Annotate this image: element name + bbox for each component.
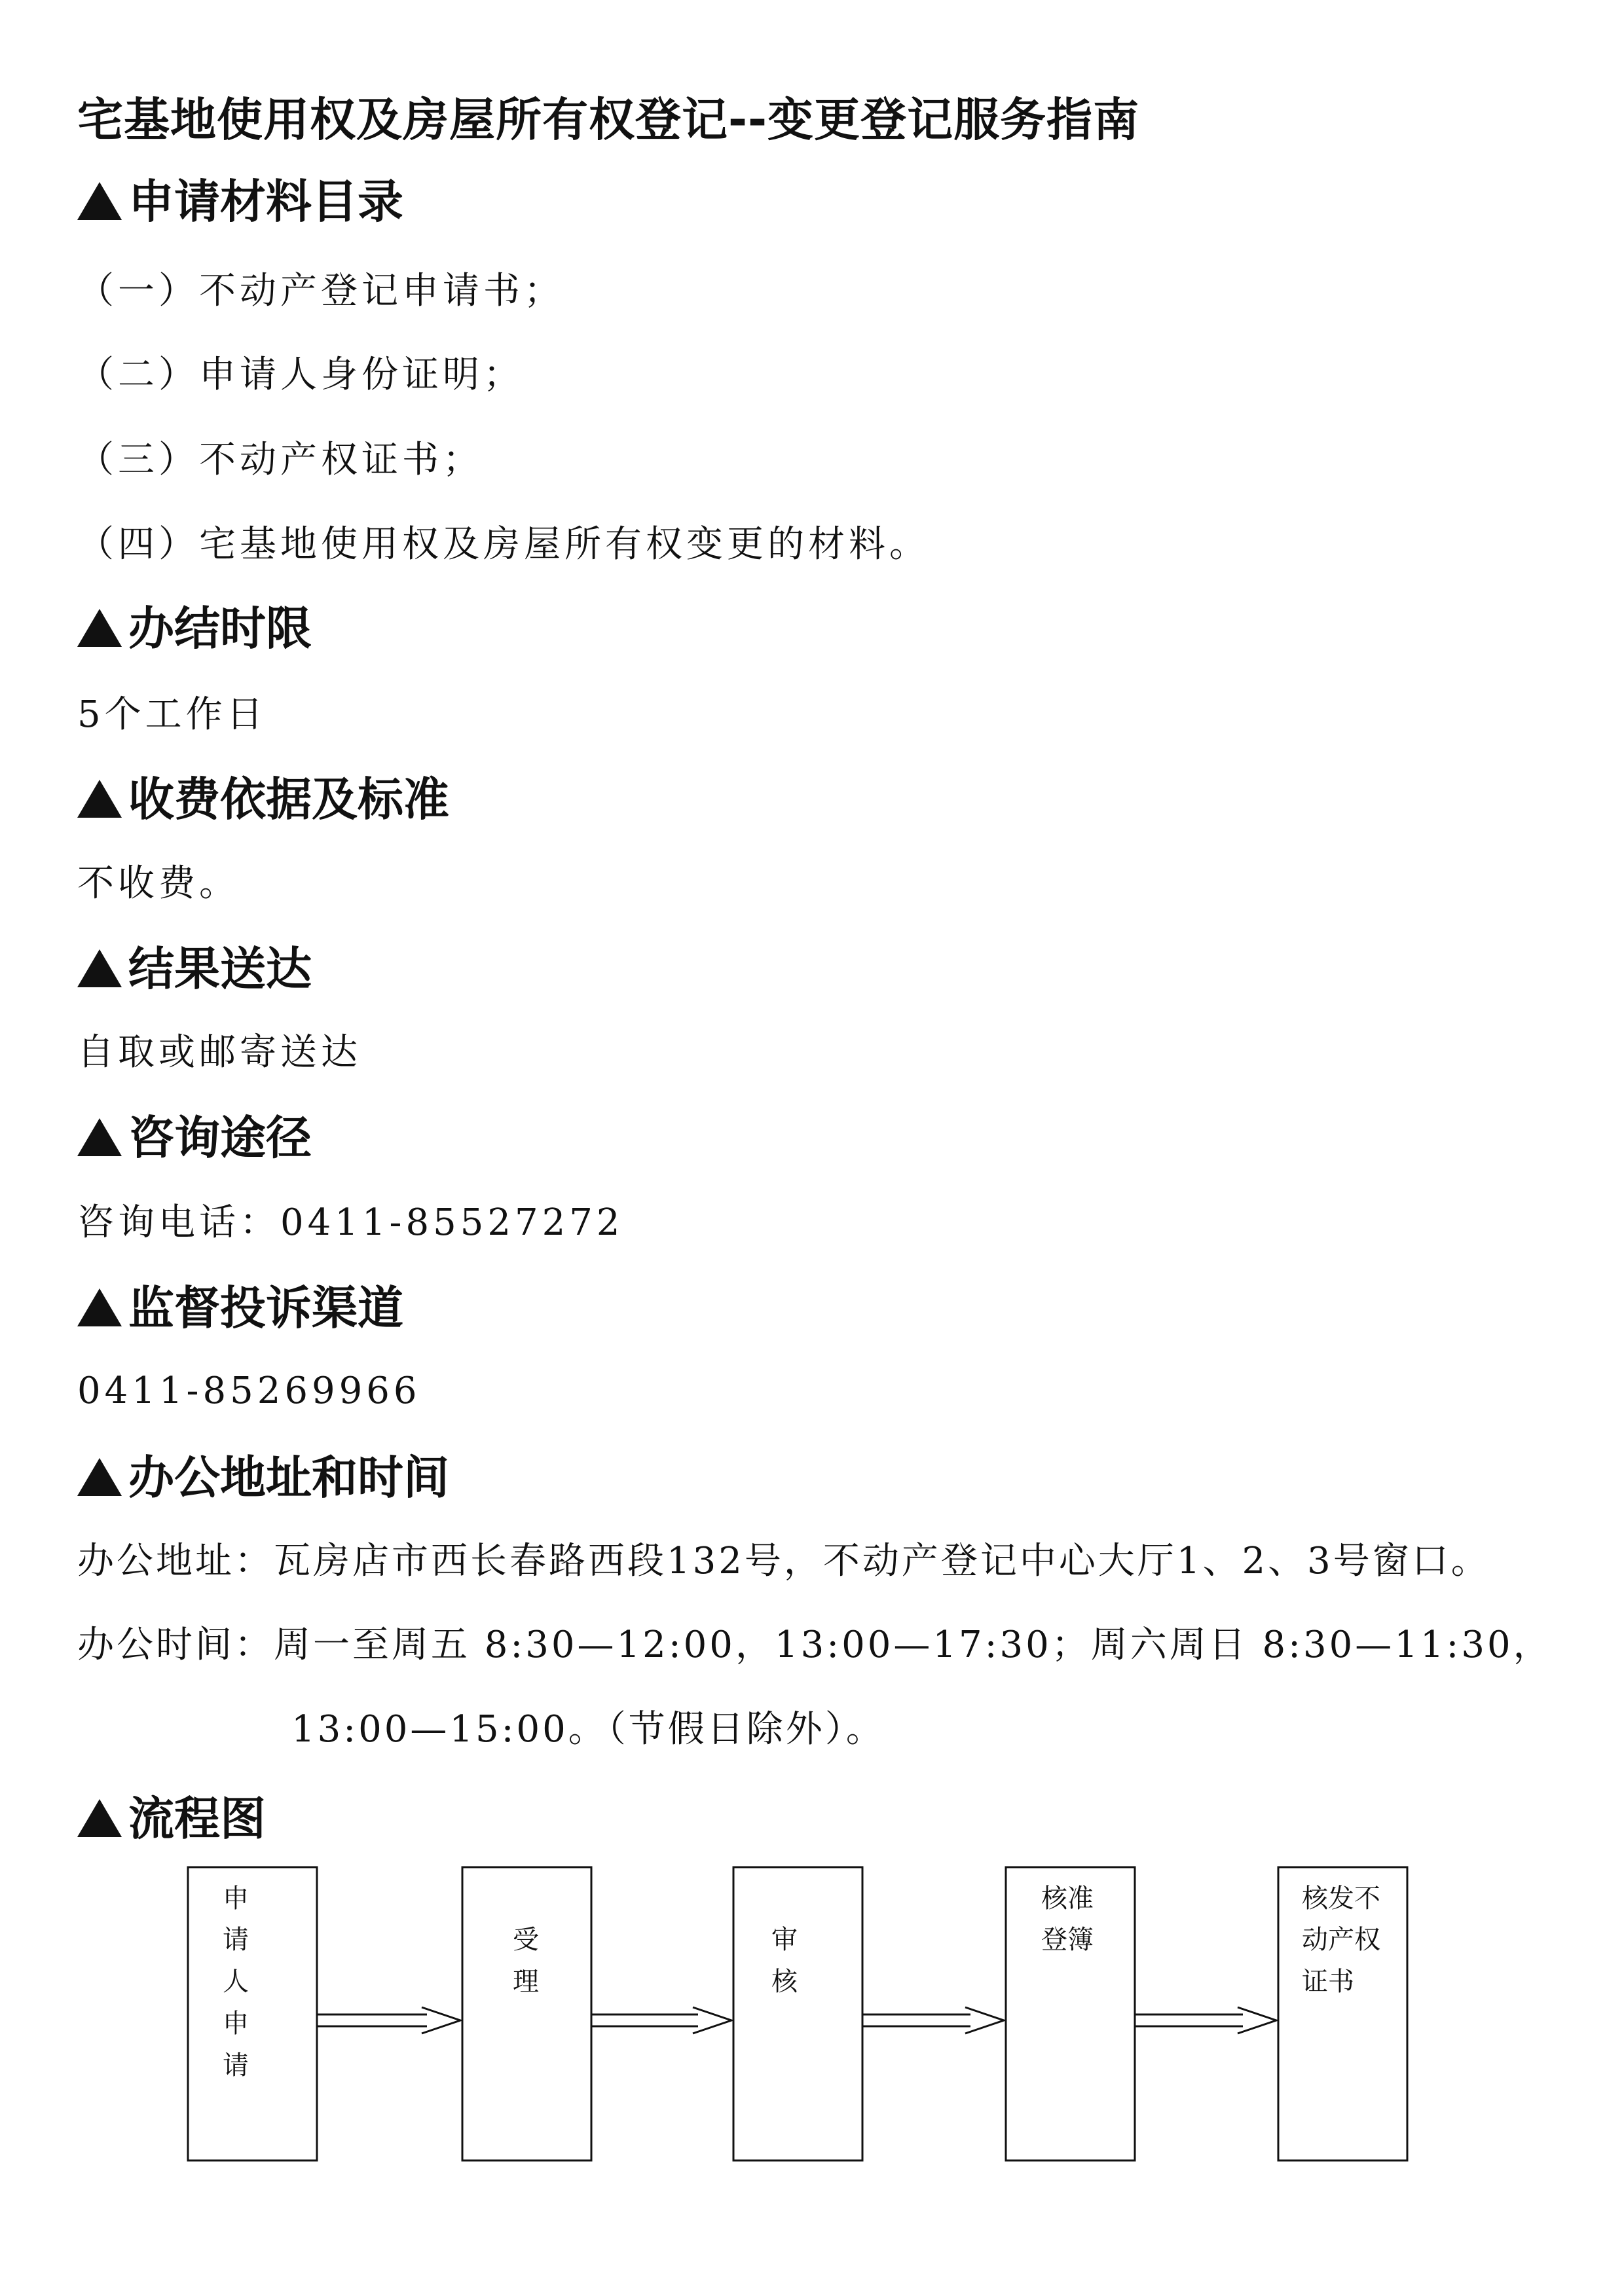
flow-arrow-icon (862, 2007, 1004, 2033)
flow-step-1-label: 人 (223, 1967, 249, 1997)
flow-step-1-label: 请 (223, 2050, 249, 2081)
flow-step-3-label: 审 (771, 1925, 798, 1955)
flow-arrow-icon (1135, 2007, 1276, 2033)
document-title: 宅基地使用权及房屋所有权登记--变更登记服务指南 (77, 93, 1140, 147)
heading-text: 办结时限 (128, 602, 312, 655)
heading-text: 申请材料目录 (128, 175, 403, 228)
flow-step-box (188, 1867, 317, 2160)
flow-arrow-icon (317, 2007, 460, 2033)
flow-step-4-label: 登簿 (1041, 1925, 1094, 1955)
flow-step-1-label: 申 (223, 2009, 249, 2039)
flow-arrow-icon (591, 2007, 731, 2033)
consultation-phone: 咨询电话：0411-85527272 (77, 1201, 624, 1244)
material-item: （二）申请人身份证明； (77, 354, 524, 396)
heading-text: 办公地址和时间 (128, 1451, 449, 1504)
material-item: （三）不动产权证书； (77, 439, 483, 481)
fees-text: 不收费。 (77, 862, 240, 905)
flow-step-5-label: 证书 (1302, 1967, 1354, 1997)
delivery-text: 自取或邮寄送达 (77, 1031, 361, 1074)
flow-step-1-label: 申 (223, 1884, 249, 1914)
material-item: （一）不动产登记申请书； (77, 270, 564, 312)
heading-text: 咨询途径 (128, 1111, 312, 1165)
heading-text: 流程图 (128, 1792, 266, 1846)
flow-step-5-label: 动产权 (1302, 1925, 1380, 1955)
office-address: 办公地址：瓦房店市西长春路西段132号，不动产登记中心大厅1、2、3号窗口。 (77, 1540, 1490, 1582)
flow-step-2-label: 受 (513, 1925, 539, 1955)
flow-step-1-label: 请 (223, 1925, 249, 1955)
material-item: （四）宅基地使用权及房屋所有权变更的材料。 (77, 523, 930, 566)
flow-step-5-label: 核发不 (1302, 1884, 1380, 1914)
flow-step-3-label: 核 (771, 1967, 798, 1997)
flow-step-box (462, 1867, 591, 2160)
time-limit-text: 5个工作日 (77, 693, 267, 736)
flow-step-4-label: 核准 (1041, 1884, 1094, 1914)
heading-text: 收费依据及标准 (128, 773, 449, 826)
heading-text: 监督投诉渠道 (128, 1281, 403, 1335)
complaint-phone: 0411-85269966 (77, 1370, 421, 1412)
heading-text: 结果送达 (128, 942, 312, 996)
office-hours: 办公时间：周一至周五 8:30—12:00，13:00—17:30；周六周日 8:30—11:30， (77, 1624, 1553, 1666)
flow-step-2-label: 理 (513, 1967, 539, 1997)
office-hours-continued: 13:00—15:00。（节假日除外）。 (291, 1708, 885, 1751)
flow-step-box (733, 1867, 862, 2160)
